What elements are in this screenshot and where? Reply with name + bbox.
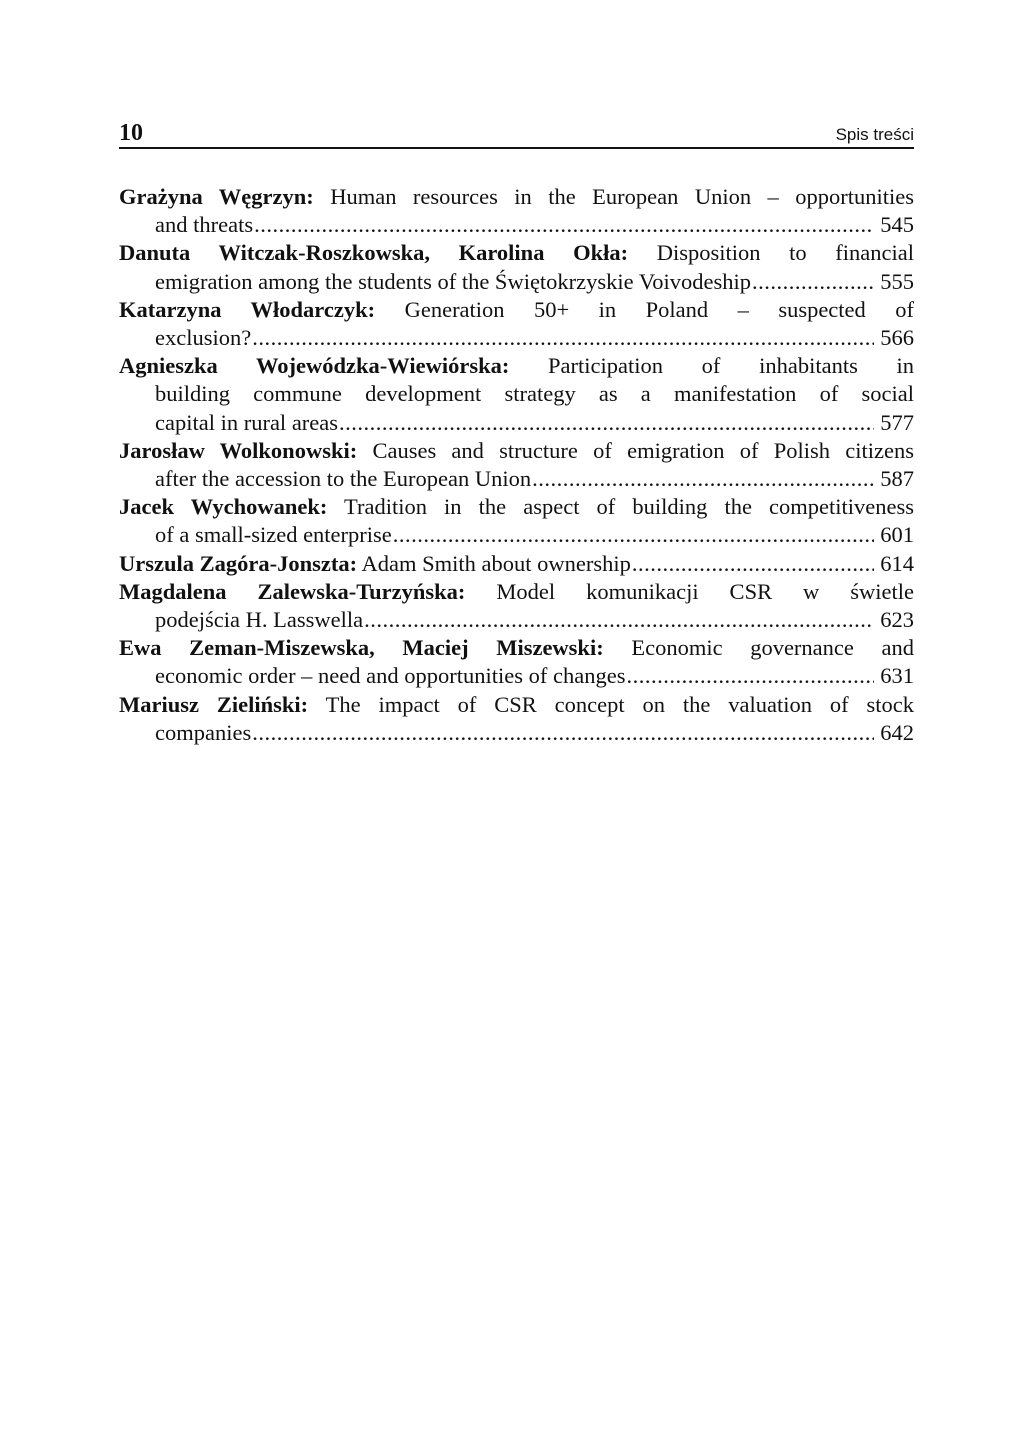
dot-leader [393, 521, 874, 549]
toc-title-part: Model komunikacji CSR w świetle [496, 578, 915, 604]
toc-entry-line [119, 578, 914, 606]
toc-entry-line [119, 634, 914, 662]
toc-author: Danuta Witczak-Roszkowska, Karolina Okła: [119, 240, 629, 266]
toc-title-part: economic order – need and opportunities of changes [155, 663, 626, 689]
toc-author: Urszula Zagóra-Jonszta: [119, 550, 358, 576]
toc-title-part: companies [155, 719, 252, 745]
toc-title-part: exclusion? [155, 325, 252, 351]
toc-page-number: 566 [880, 325, 914, 351]
toc-entry [119, 578, 914, 634]
dot-leader [252, 324, 874, 352]
toc-entry-line [119, 380, 914, 408]
toc-title-part: Participation of inhabitants in [548, 353, 914, 379]
toc-author: Agnieszka Wojewódzka-Wiewiórska: [119, 353, 510, 379]
toc-entry-line [119, 550, 914, 578]
toc-entry-line [119, 211, 914, 239]
page-number: 10 [119, 120, 143, 146]
toc-entry [119, 691, 914, 747]
toc-entry-line [119, 268, 914, 296]
toc-page-number: 642 [880, 719, 914, 745]
toc-title-part: and threats [155, 212, 254, 238]
toc-entry [119, 239, 914, 295]
toc-title-part: The impact of CSR concept on the valuation of stock [325, 691, 915, 717]
toc-title-part: after the accession to the European Union [155, 466, 532, 492]
toc-page-number: 587 [880, 466, 914, 492]
toc-entry-line [119, 296, 914, 324]
toc-title-part: Disposition to financial [656, 240, 914, 266]
toc-title-part: Economic governance and [631, 635, 915, 661]
toc-entry-line [119, 691, 914, 719]
toc-entry-line [119, 437, 914, 465]
section-title: Spis treści [835, 125, 914, 144]
toc-entry-line [119, 493, 914, 521]
toc-entry [119, 634, 914, 690]
toc-entry [119, 352, 914, 437]
toc-title-part: podejścia H. Lasswella [155, 607, 364, 633]
toc-author: Mariusz Zieliński: [119, 691, 309, 717]
toc-author: Jacek Wychowanek: [119, 494, 328, 520]
dot-leader [632, 550, 874, 578]
toc-entry-line [119, 352, 914, 380]
toc-author: Jarosław Wolkonowski: [119, 437, 358, 463]
toc-entry-line [119, 324, 914, 352]
table-of-contents [119, 183, 914, 747]
dot-leader [364, 606, 874, 634]
toc-entry-line [119, 183, 914, 211]
toc-title-part: Tradition in the aspect of building the competitiveness [344, 494, 915, 520]
dot-leader [532, 465, 874, 493]
toc-title-part: Generation 50+ in Poland – suspected of [404, 296, 914, 322]
toc-title-part: capital in rural areas [155, 409, 339, 435]
toc-author: Grażyna Węgrzyn: [119, 184, 314, 209]
toc-entry [119, 296, 914, 352]
toc-page-number: 631 [880, 663, 914, 689]
toc-entry [119, 437, 914, 493]
toc-page-number: 623 [880, 607, 914, 633]
dot-leader [626, 662, 874, 690]
toc-title-part: of a small-sized enterprise [155, 522, 392, 548]
toc-entry-line [119, 239, 914, 267]
toc-title-part: Causes and structure of emigration of Polish citizens [372, 437, 914, 463]
running-head [119, 113, 914, 149]
dot-leader [752, 268, 874, 296]
toc-entry [119, 493, 914, 549]
toc-page-number: 601 [880, 522, 914, 548]
toc-page-number: 614 [880, 550, 914, 576]
toc-entry-line [119, 465, 914, 493]
toc-entry-line [119, 409, 914, 437]
toc-page-number: 555 [880, 268, 914, 294]
toc-author: Katarzyna Włodarczyk: [119, 296, 376, 322]
toc-entry-line [119, 719, 914, 747]
toc-page-number: 545 [880, 212, 914, 238]
toc-entry [119, 550, 914, 578]
dot-leader [252, 719, 874, 747]
toc-entry [119, 183, 914, 239]
page [119, 113, 914, 747]
dot-leader [339, 409, 874, 437]
toc-title-part: emigration among the students of the Świętokrzyskie Voivodeship [155, 268, 751, 294]
toc-page-number: 577 [880, 409, 914, 435]
toc-title-part: Adam Smith about ownership [361, 550, 631, 576]
toc-author: Ewa Zeman-Miszewska, Maciej Miszewski: [119, 635, 604, 661]
toc-title-part: Human resources in the European Union – opportunities [330, 184, 914, 209]
toc-author: Magdalena Zalewska-Turzyńska: [119, 578, 466, 604]
toc-entry-line [119, 606, 914, 634]
toc-title-part [119, 550, 631, 578]
toc-entry-line [119, 521, 914, 549]
toc-title-part: building commune development strategy as a manifestation of social [155, 381, 914, 407]
toc-entry-line [119, 662, 914, 690]
dot-leader [254, 211, 874, 239]
